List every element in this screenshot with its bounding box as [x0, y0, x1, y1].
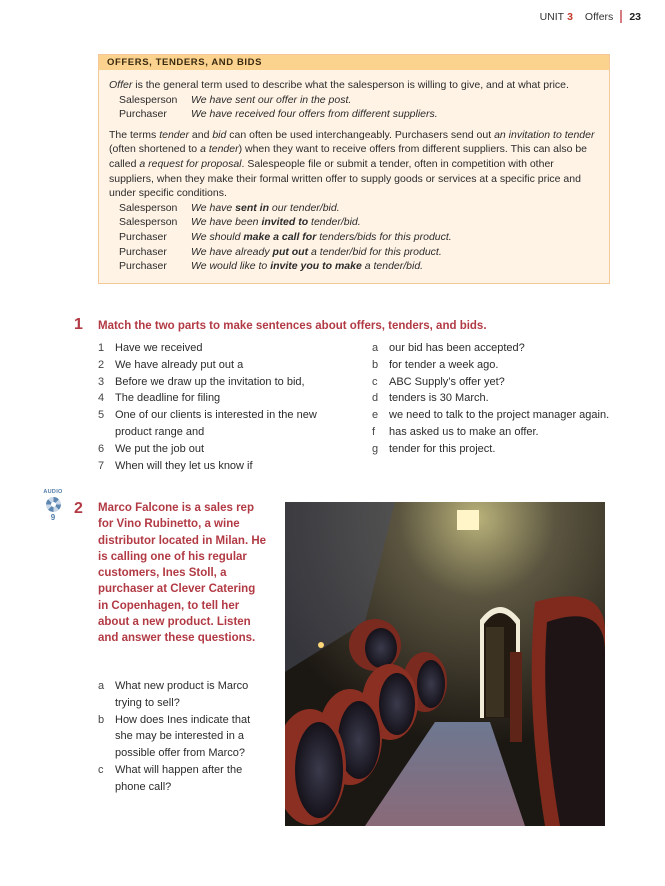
key-phrase: make a call for [243, 230, 317, 243]
key-phrase: put out [272, 245, 309, 258]
item-key: g [372, 442, 379, 455]
term: bid [212, 128, 227, 141]
page-number: 23 [629, 10, 641, 23]
match-list-left [98, 340, 348, 474]
term: a tender [200, 143, 239, 156]
vocabulary-box [98, 54, 610, 284]
question-list [98, 678, 268, 796]
item-key: 3 [98, 375, 105, 388]
text: can often be used interchangeably. Purchasers send out [226, 128, 495, 141]
match-list-right [372, 340, 612, 458]
text: tender/bid. [308, 216, 361, 229]
example-role: Salesperson [119, 201, 178, 214]
list-item [98, 374, 348, 391]
item-text: We have already put out a [115, 358, 244, 371]
list-item [372, 374, 612, 391]
text: The terms [109, 128, 160, 141]
text: (often shortened to [109, 143, 201, 156]
term: an invitation to tender [494, 128, 595, 141]
text: We would like to [191, 260, 271, 273]
example-sentence: We have sent our offer in the post. [191, 93, 352, 106]
exercise-number: 1 [74, 316, 83, 333]
item-key: a [98, 680, 105, 692]
page-header [540, 10, 641, 23]
list-item [98, 441, 348, 458]
list-item [98, 407, 348, 441]
box-title: OFFERS, TENDERS, AND BIDS [99, 55, 609, 70]
list-item [98, 390, 348, 407]
terms-paragraph [109, 128, 599, 201]
text: a tender/bid for this product. [308, 245, 442, 258]
text: We have been [191, 216, 262, 229]
list-item [372, 340, 612, 357]
example-sentence [191, 230, 452, 245]
item-text: How does Ines indicate that she may be interested in a possible offer from Marco? [115, 713, 251, 760]
text: We have already [191, 245, 273, 258]
example-sentence [191, 259, 423, 274]
example-sentence [191, 245, 442, 260]
item-key: c [372, 375, 378, 388]
item-text: One of our clients is interested in the new product range and [115, 409, 317, 438]
list-item [372, 424, 612, 441]
term: a request for proposal [139, 157, 242, 170]
key-phrase: invite you to make [270, 260, 362, 273]
item-text: When will they let us know if [115, 459, 253, 472]
item-text: ABC Supply’s offer yet? [389, 375, 505, 388]
exercise-instruction: Match the two parts to make sentences about offers, tenders, and bids. [98, 320, 487, 332]
item-key: 6 [98, 442, 105, 455]
list-item [98, 678, 268, 712]
example-row [109, 215, 599, 230]
item-key: f [372, 425, 376, 438]
example-sentence [191, 201, 340, 216]
item-key: c [98, 763, 104, 776]
list-item [98, 458, 348, 475]
item-key: 1 [98, 342, 105, 354]
key-phrase: sent in [235, 201, 270, 214]
list-item [98, 762, 268, 796]
unit-label: UNIT [539, 10, 565, 23]
cd-icon [46, 497, 61, 512]
item-key: d [372, 392, 379, 405]
text: tenders/bids for this product. [316, 230, 452, 243]
item-text: for tender a week ago. [389, 358, 499, 371]
item-key: e [372, 409, 379, 422]
exercise-number: 2 [74, 500, 83, 517]
example-role: Salesperson [119, 216, 178, 229]
item-text: has asked us to make an offer. [389, 425, 539, 438]
item-key: 7 [98, 459, 105, 472]
list-item [98, 340, 348, 357]
intro-text: is the general term used to describe what the salesperson is willing to give, and at what price. [132, 79, 569, 91]
item-text: We put the job out [115, 442, 205, 455]
example-row [109, 107, 599, 122]
text: We have [191, 201, 236, 214]
item-text: What will happen after the phone call? [115, 763, 243, 793]
section-title: Offers [584, 10, 614, 23]
item-key: 5 [98, 409, 105, 422]
example-row [109, 259, 599, 274]
text: ) when they want to receive offers from different suppliers. This can also be called [109, 143, 588, 170]
list-item [372, 357, 612, 374]
exercise-1-heading [74, 316, 487, 334]
example-role: Purchaser [119, 245, 167, 258]
text: . Salespeople file or submit a tender, often in competition with other suppliers, when they make their formal written offer to supply goods or services at a specific price and under specific conditions. [109, 157, 581, 200]
text: and [188, 128, 213, 141]
item-key: b [98, 713, 105, 726]
item-text: tender for this project. [389, 442, 496, 455]
example-row [109, 230, 599, 245]
list-item [98, 712, 268, 762]
text: We should [191, 230, 244, 243]
audio-label: AUDIO [43, 489, 63, 495]
item-text: Before we draw up the invitation to bid, [115, 375, 305, 388]
example-sentence: We have received four offers from different suppliers. [191, 108, 438, 121]
audio-track-number: 9 [50, 513, 56, 522]
term: tender [159, 128, 189, 141]
item-text: Have we received [115, 342, 203, 354]
example-row [109, 201, 599, 216]
exercise-2-heading [74, 500, 268, 647]
audio-marker[interactable] [38, 489, 68, 522]
item-key: 4 [98, 392, 105, 405]
term-offer: Offer [109, 79, 133, 91]
unit-number: 3 [567, 10, 573, 23]
example-role: Purchaser [119, 260, 167, 273]
example-row [109, 93, 599, 108]
example-role: Purchaser [119, 230, 167, 243]
example-role: Purchaser [119, 108, 167, 121]
intro-paragraph [109, 78, 599, 93]
exercise-instruction: Marco Falcone is a sales rep for Vino Rubinetto, a wine distributor located in Milan. He is calling one of his regular customers, Ines Stoll, a purchaser at Clever Catering in Copenhagen, to tell her about a new product. Listen and answer these questions. [98, 502, 267, 645]
item-text: tenders is 30 March. [389, 392, 489, 405]
item-text: we need to talk to the project manager again. [389, 409, 610, 422]
list-item [372, 407, 612, 424]
example-row [109, 245, 599, 260]
list-item [98, 357, 348, 374]
item-text: What new product is Marco trying to sell? [115, 680, 249, 709]
example-sentence [191, 215, 361, 230]
header-divider [620, 10, 622, 23]
item-text: our bid has been accepted? [389, 342, 525, 354]
list-item [372, 441, 612, 458]
item-key: a [372, 342, 379, 354]
item-text: The deadline for filing [115, 392, 221, 405]
item-key: 2 [98, 358, 105, 371]
wine-cellar-photo [285, 502, 605, 826]
key-phrase: invited to [261, 216, 309, 229]
item-key: b [372, 358, 379, 371]
text: a tender/bid. [361, 260, 424, 273]
example-role: Salesperson [119, 93, 178, 106]
text: our tender/bid. [269, 201, 340, 214]
list-item [372, 390, 612, 407]
